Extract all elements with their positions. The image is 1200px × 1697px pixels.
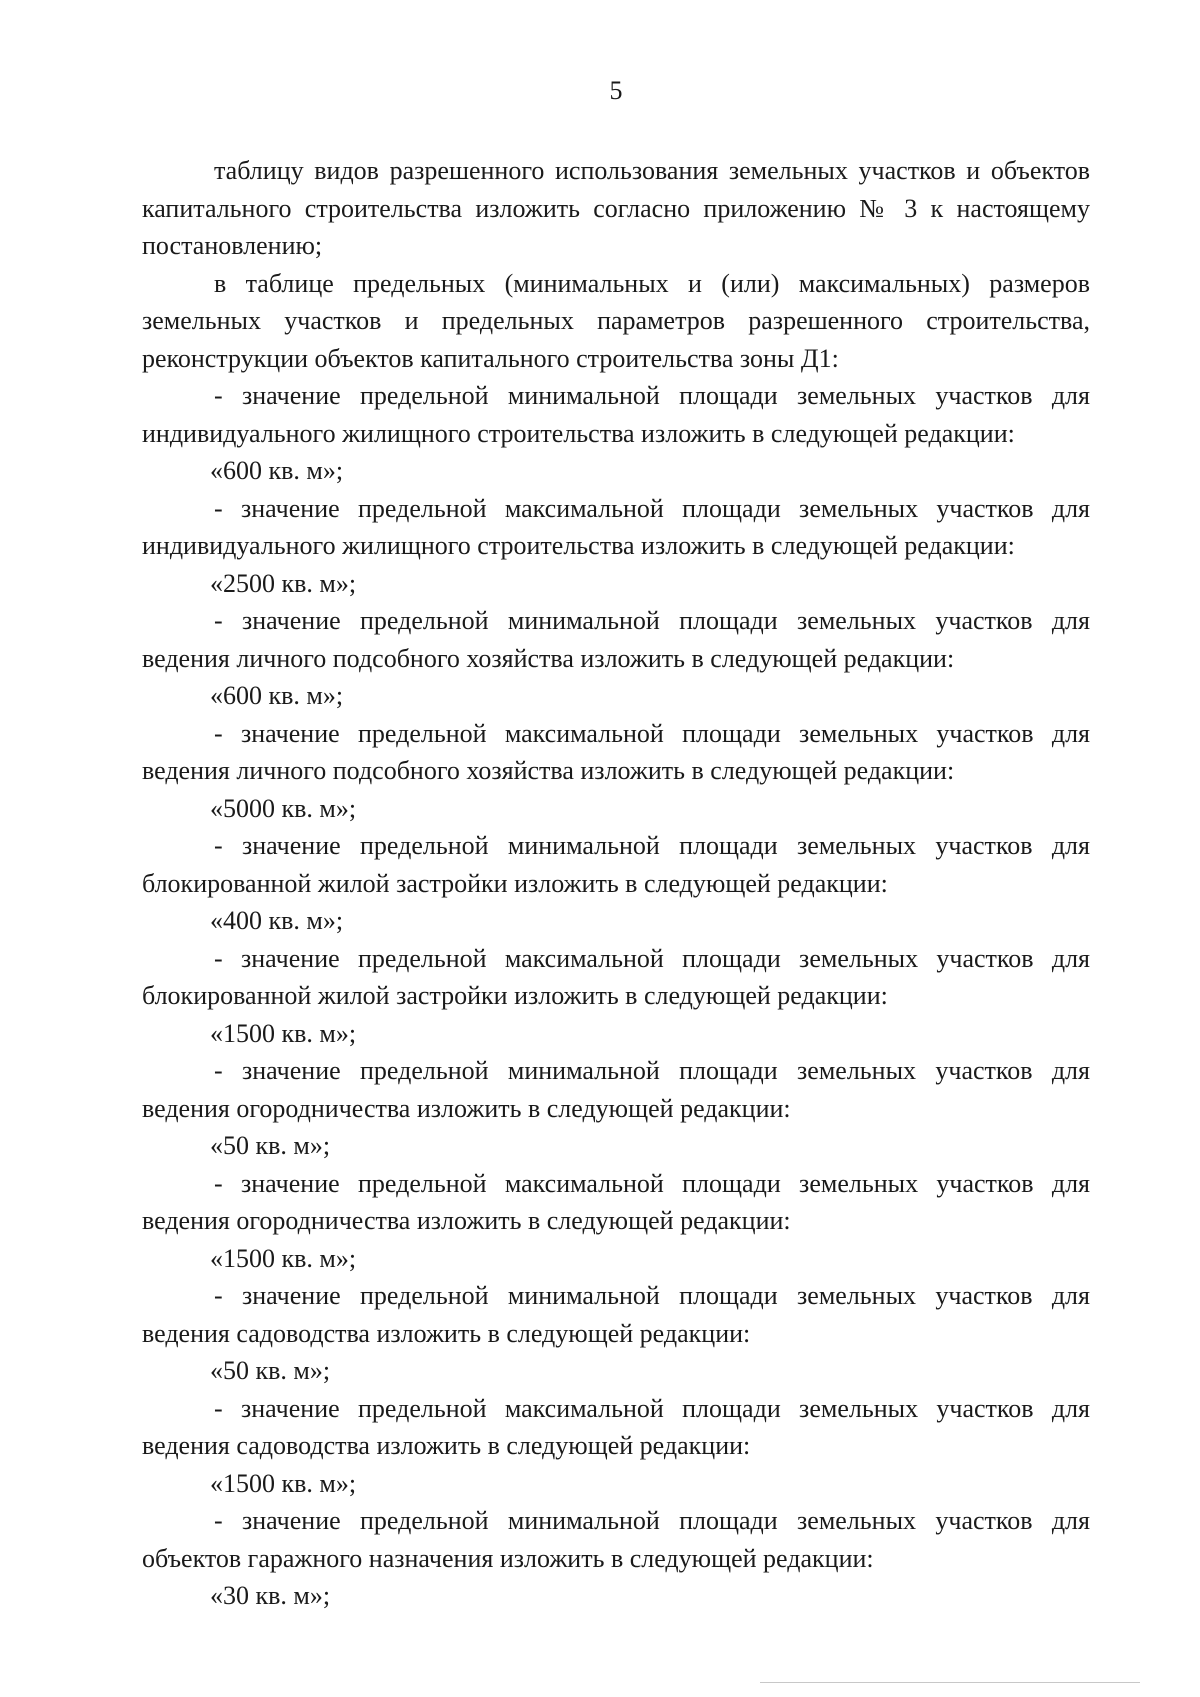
item-value: «30 кв. м»;	[210, 1581, 331, 1610]
item-value: «5000 кв. м»;	[210, 793, 357, 823]
item-text: - значение предельной минимальной площади земельных участков для ведения огородничества изложить в следующей редакции:	[142, 1056, 1090, 1123]
item-text: - значение предельной максимальной площади земельных участков для ведения садоводства изложить в следующей редакции:	[142, 1393, 1090, 1460]
intro-paragraph-2: в таблице предельных (минимальных и (или) максимальных) размеров земельных участков и предельных параметров разрешенного строительства, реконструкции объектов капитального строительства зоны Д1:	[142, 268, 1090, 373]
item-text: - значение предельной максимальной площади земельных участков для блокированной жилой застройки изложить в следующей редакции:	[142, 943, 1090, 1010]
item-text: - значение предельной минимальной площади земельных участков для ведения садоводства изложить в следующей редакции:	[142, 1281, 1090, 1348]
item-text: - значение предельной минимальной площади земельных участков для объектов гаражного назначения изложить в следующей редакции:	[142, 1506, 1090, 1573]
item-value: «1500 кв. м»;	[210, 1018, 357, 1048]
item-value: «50 кв. м»;	[210, 1131, 331, 1160]
item-value: «50 кв. м»;	[210, 1356, 331, 1385]
item-value: «1500 кв. м»;	[210, 1468, 357, 1498]
item-text: - значение предельной максимальной площади земельных участков для ведения личного подсобного хозяйства изложить в следующей редакции:	[142, 718, 1090, 785]
item-value: «400 кв. м»;	[210, 906, 344, 935]
item-text: - значение предельной максимальной площади земельных участков для ведения огородничества изложить в следующей редакции:	[142, 1168, 1090, 1235]
item-text: - значение предельной минимальной площади земельных участков для ведения личного подсобного хозяйства изложить в следующей редакции:	[142, 606, 1090, 673]
item-value: «2500 кв. м»;	[210, 568, 357, 598]
footer-divider	[760, 1682, 1140, 1683]
item-value: «600 кв. м»;	[210, 456, 344, 485]
item-value: «1500 кв. м»;	[210, 1243, 357, 1273]
item-text: - значение предельной минимальной площади земельных участков для индивидуального жилищного строительства изложить в следующей редакции:	[142, 381, 1090, 448]
page-number: 5	[609, 76, 623, 105]
item-text: - значение предельной максимальной площади земельных участков для индивидуального жилищного строительства изложить в следующей редакции:	[142, 493, 1090, 560]
intro-paragraph-1: таблицу видов разрешенного использования земельных участков и объектов капитального строительства изложить согласно приложению № 3 к настоящему постановлению;	[142, 156, 1090, 260]
item-text: - значение предельной минимальной площади земельных участков для блокированной жилой застройки изложить в следующей редакции:	[142, 831, 1090, 898]
item-value: «600 кв. м»;	[210, 681, 344, 710]
